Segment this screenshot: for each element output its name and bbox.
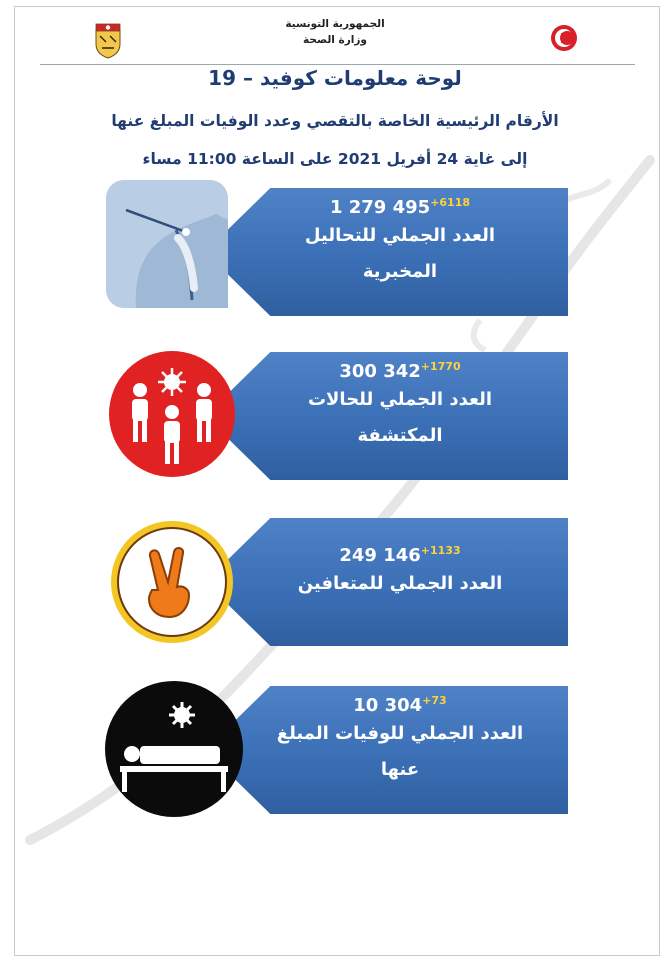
people-virus-icon — [108, 350, 236, 478]
header-rule — [40, 64, 635, 65]
victory-hand-icon — [110, 520, 234, 644]
card-detected-cases-body — [240, 360, 560, 454]
tunisia-emblem-icon — [92, 22, 124, 60]
stat-value — [240, 694, 560, 716]
stat-label-cont: عنها — [380, 759, 420, 780]
subtitle-main: الأرقام الرئيسية الخاصة بالتقصي وعدد الوفيات المبلغ عنها — [111, 112, 559, 130]
republic-name: الجمهورية التونسية — [285, 18, 385, 30]
stat-increment: +1770 — [420, 360, 461, 373]
card-lab-tests-body — [240, 196, 560, 290]
stat-number: 300 342 — [339, 361, 421, 382]
crescent-logo-icon — [550, 24, 578, 52]
stat-label: العدد الجملي للمتعافين — [297, 573, 503, 594]
ministry-name: وزارة الصحة — [303, 34, 367, 46]
card-deaths-body — [240, 694, 560, 788]
page-title: لوحة معلومات كوفيد – 19 — [208, 66, 462, 90]
stat-number: 249 146 — [339, 545, 421, 566]
stat-value — [240, 544, 560, 566]
stat-increment: +73 — [422, 694, 447, 707]
stat-value — [240, 196, 560, 218]
stat-number: 1 279 495 — [329, 197, 431, 218]
stat-value — [240, 360, 560, 382]
stat-label: العدد الجملي للتحاليل — [304, 225, 496, 246]
stat-increment: +6118 — [430, 196, 471, 209]
stat-label: العدد الجملي للحالات — [307, 389, 493, 410]
subtitle-date: إلى غاية 24 أفريل 2021 على الساعة 11:00 مساء — [142, 150, 528, 168]
stat-increment: +1133 — [420, 544, 461, 557]
stat-label-cont: المكتشفة — [357, 425, 443, 446]
card-recovered-body — [240, 544, 560, 602]
stat-number: 10 304 — [353, 695, 423, 716]
swab-test-icon — [106, 180, 228, 308]
deceased-bed-icon — [104, 680, 244, 818]
stat-label: العدد الجملي للوفيات المبلغ — [276, 723, 524, 744]
stat-label-cont: المخبرية — [362, 261, 438, 282]
